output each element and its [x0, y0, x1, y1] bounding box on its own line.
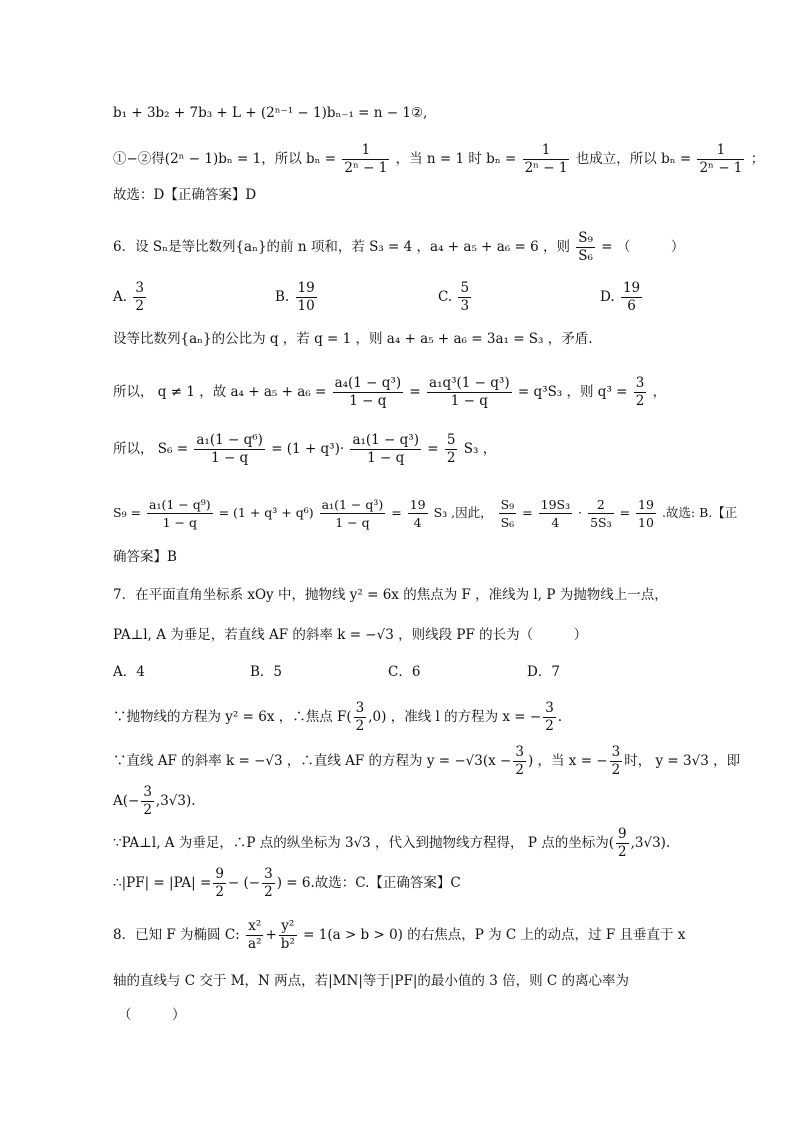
den: 1 − q: [450, 393, 488, 409]
num: x²: [246, 918, 263, 936]
num: 9: [215, 866, 224, 882]
den: 2: [446, 450, 456, 466]
den: 1 − q: [349, 393, 387, 409]
text: 所以， q ≠ 1 ，故 a₄ + a₅ + a₆ =: [113, 384, 327, 400]
option-text: D．7: [527, 664, 560, 680]
num: a₁(1 − q⁹): [149, 497, 211, 512]
den: 1 − q: [162, 515, 197, 530]
den: 2: [355, 718, 365, 734]
num: 9: [618, 826, 627, 842]
den: 2: [545, 718, 554, 734]
q7-option-a[interactable]: [113, 663, 145, 681]
num: 19S₃: [540, 497, 571, 512]
text: 6．设 Sₙ是等比数列{aₙ}的前 n 项和，若 S₃ = 4 ，a₄ + a₅ + a₆ = 6 ，则: [113, 239, 570, 255]
fraction: [133, 280, 146, 315]
text: ) = 6.故选：C.【正确答案】C: [276, 875, 461, 891]
fraction: [616, 826, 629, 861]
text: =: [427, 441, 439, 457]
den: 2: [515, 762, 524, 778]
q6-option-b[interactable]: [275, 280, 319, 315]
fraction: [354, 700, 367, 735]
text: =: [619, 505, 631, 520]
text: PA⊥l, A 为垂足，若直线 AF 的斜率 k = −√3 ，则线段 PF 的长为（ ）: [113, 627, 588, 643]
text: A(−: [113, 793, 140, 809]
text: = （ ）: [601, 239, 685, 255]
den: 2: [215, 884, 224, 900]
q6-solution-4: [113, 496, 737, 531]
option-text: C．6: [388, 664, 421, 680]
num: 19: [622, 280, 641, 296]
num: y²: [279, 918, 297, 936]
fraction: [333, 375, 404, 410]
text: 所以， S₆ =: [113, 441, 189, 457]
q7-solution-3: [113, 784, 196, 819]
num: 5: [446, 432, 456, 448]
num: 19: [297, 280, 315, 296]
answer-text: 故选：D【正确答案】D: [113, 187, 257, 203]
text: 7．在平面直角坐标系 xOy 中，抛物线 y² = 6x 的焦点为 F ，准线为 l, P 为抛物线上一点，: [113, 587, 668, 603]
den: 2: [635, 393, 645, 409]
text: ∴|PF| = |PA| =: [113, 875, 212, 891]
num: a₁(1 − q³): [321, 497, 384, 512]
option-label: A.: [113, 289, 128, 305]
fraction: [523, 142, 570, 177]
text: ∵直线 AF 的斜率 k = −√3 ，∴直线 AF 的方程为 y = −√3(x −: [113, 753, 512, 769]
num: 3: [515, 744, 524, 760]
den: a²: [248, 936, 262, 952]
option-label: D.: [600, 289, 615, 305]
text: 也成立，所以 bₙ =: [575, 151, 692, 167]
fraction: [621, 280, 642, 315]
text: = q³S₃ ，则 q³ =: [517, 384, 628, 400]
text: ,3√3).: [630, 835, 671, 851]
den: 10: [297, 298, 315, 314]
den: S₆: [500, 515, 515, 530]
fraction: [513, 744, 526, 779]
fraction: [539, 496, 572, 531]
fraction: [576, 230, 595, 265]
text: =: [409, 384, 421, 400]
fraction: [350, 432, 421, 467]
q6-solution-1: [113, 330, 593, 348]
fraction: [279, 918, 297, 953]
option-text: B．5: [250, 664, 283, 680]
num: 3: [611, 744, 621, 760]
den: 3: [460, 298, 470, 314]
num: 3: [264, 866, 273, 882]
num: S₉: [500, 497, 515, 512]
q6-option-d[interactable]: [600, 280, 644, 315]
q7-option-c[interactable]: [388, 663, 420, 681]
text: +: [265, 927, 277, 943]
text: ∵PA⊥l, A 为垂足，∴P 点的纵坐标为 3√3 ，代入到抛物线方程得， P 点的坐标为(: [113, 835, 614, 851]
num: 3: [355, 700, 365, 716]
num: 1: [697, 142, 744, 160]
option-label: C.: [438, 289, 453, 305]
q8-stem-2: [113, 972, 629, 990]
fraction: [147, 496, 213, 531]
text: 8．已知 F 为椭圆 C:: [113, 927, 240, 943]
num: a₁q³(1 − q³): [429, 375, 510, 391]
den: 4: [413, 515, 422, 530]
num: a₁(1 − q⁶): [196, 432, 263, 448]
q6-stem: [113, 230, 684, 265]
num: 3: [545, 700, 554, 716]
text: ·: [578, 505, 583, 520]
num: S₉: [578, 230, 593, 246]
den: 6: [627, 298, 636, 314]
fraction: [499, 496, 517, 531]
q7-stem-1: [113, 586, 668, 604]
fraction: [262, 866, 275, 901]
text: = 1(a > b > 0) 的右焦点，P 为 C 上的动点，过 F 且垂直于 x: [303, 927, 686, 943]
q8-stem-3: [118, 1006, 186, 1024]
text: ,3√3).: [155, 793, 196, 809]
num: a₄(1 − q³): [334, 375, 402, 391]
text: S₃ ,因此，: [433, 505, 493, 520]
q7-option-d[interactable]: [527, 663, 560, 681]
num: 2: [588, 496, 614, 514]
text: ) ，当 x = −: [527, 753, 608, 769]
den: 2: [611, 762, 621, 778]
den: 1 − q: [335, 515, 370, 530]
q7-solution-1: [113, 700, 562, 735]
den: 5S₃: [590, 515, 612, 530]
text: 时， y = 3√3 ，即: [624, 753, 741, 769]
option-label: B.: [275, 289, 290, 305]
text: ，: [652, 384, 667, 400]
q7-solution-2: [113, 744, 740, 779]
text: ∵抛物线的方程为 y² = 6x ，∴焦点 F(: [113, 709, 352, 725]
num: 3: [135, 280, 144, 296]
text: =: [391, 505, 402, 520]
text: = (1 + q³)·: [271, 441, 345, 457]
q8-stem-1: [113, 918, 685, 953]
option-text: A．4: [113, 664, 145, 680]
fraction: [634, 375, 647, 410]
q7-solution-5: [113, 866, 461, 901]
fraction: [543, 700, 556, 735]
q7-stem-2: [113, 626, 587, 644]
den: 2ⁿ − 1: [524, 160, 568, 176]
equation-text: b₁ + 3b₂ + 7b₃ + L + (2ⁿ⁻¹ − 1)bₙ₋₁ = n − 1②,: [113, 105, 428, 121]
text: − (−: [227, 875, 261, 891]
den: 2ⁿ − 1: [699, 160, 743, 176]
fraction: [408, 496, 428, 531]
fraction: [636, 496, 656, 531]
fraction: [342, 142, 389, 177]
text: = (1 + q³ + q⁶): [218, 505, 314, 520]
num: 1: [342, 142, 389, 160]
text: S₉ =: [113, 505, 142, 520]
num: 19: [638, 497, 654, 512]
q6-option-a[interactable]: [113, 280, 148, 315]
fraction: [697, 142, 744, 177]
num: 3: [635, 375, 645, 391]
den: 2: [135, 298, 144, 314]
q7-solution-4: [113, 826, 670, 861]
top-line-3: [113, 186, 256, 204]
answer-text: 确答案】B: [113, 549, 177, 565]
fraction: [213, 866, 226, 901]
fraction: [458, 280, 471, 315]
text: 轴的直线与 C 交于 M，N 两点，若|MN|等于|PF|的最小值的 3 倍，则 C 的离心率为: [113, 973, 629, 989]
den: 4: [551, 515, 560, 530]
text: ，当 n = 1 时 bₙ =: [395, 151, 517, 167]
text: =: [522, 505, 533, 520]
fraction: [246, 918, 263, 953]
den: 1 − q: [211, 450, 249, 466]
q6-solution-5: [113, 548, 177, 566]
num: 1: [523, 142, 570, 160]
fraction: [194, 432, 265, 467]
top-line-2: [113, 142, 764, 177]
num: 5: [460, 280, 470, 296]
q6-option-c[interactable]: [438, 280, 473, 315]
fraction: [141, 784, 154, 819]
text: S₃ ，: [463, 441, 497, 457]
q6-solution-2: [113, 375, 666, 410]
text: ①−②得(2ⁿ − 1)bₙ = 1，所以 bₙ =: [113, 151, 337, 167]
den: 2ⁿ − 1: [344, 160, 388, 176]
q7-option-b[interactable]: [250, 663, 282, 681]
num: a₁(1 − q³): [352, 432, 419, 448]
top-line-1: [113, 104, 427, 122]
fraction: [445, 432, 458, 467]
fraction: [296, 280, 317, 315]
q6-solution-3: [113, 432, 496, 467]
text: .: [557, 709, 563, 725]
den: 10: [638, 515, 654, 530]
fraction: [320, 496, 386, 531]
fraction: [588, 496, 614, 531]
den: S₆: [578, 248, 593, 264]
fraction: [427, 375, 512, 410]
den: b²: [280, 936, 295, 952]
text: .故选: B.【正: [661, 505, 738, 520]
num: 19: [409, 497, 426, 512]
den: 2: [264, 884, 273, 900]
den: 2: [143, 802, 152, 818]
den: 2: [618, 844, 627, 860]
text: 设等比数列{aₙ}的公比为 q ，若 q = 1 ，则 a₄ + a₅ + a₆ = 3a₁ = S₃ ，矛盾.: [113, 331, 593, 347]
text: ,0) ，准线 l 的方程为 x = −: [368, 709, 542, 725]
num: 3: [143, 784, 152, 800]
den: 1 − q: [367, 450, 405, 466]
text: ；: [750, 151, 765, 167]
answer-blank: （ ）: [118, 1007, 186, 1023]
fraction: [610, 744, 623, 779]
